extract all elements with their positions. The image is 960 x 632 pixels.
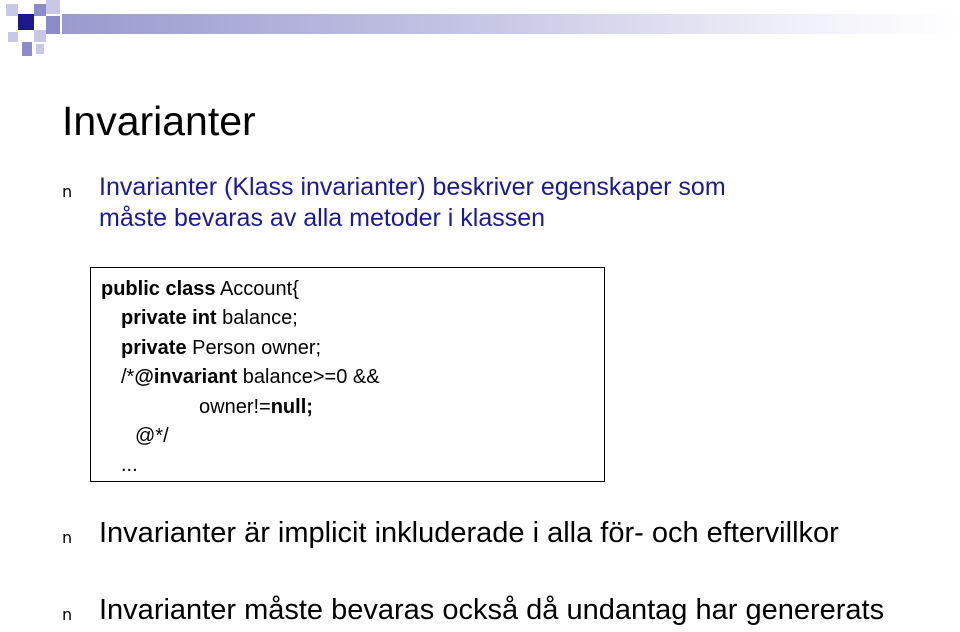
- decor-square: [46, 0, 60, 14]
- code-line: [121, 363, 380, 393]
- decor-square: [8, 32, 18, 42]
- code-keyword: null;: [270, 396, 313, 418]
- code-text: owner!=: [199, 396, 271, 418]
- code-text: Account{: [215, 278, 299, 300]
- code-text: ...: [121, 454, 138, 476]
- bullet-line: Invarianter (Klass invarianter) beskriver egenskaper som: [99, 173, 726, 201]
- bullet-marker: n: [62, 528, 73, 547]
- bullet-invariant-implicit: Invarianter är implicit inkluderade i alla för- och eftervillkor: [99, 517, 839, 549]
- code-text: balance;: [216, 307, 298, 329]
- decor-square: [22, 42, 32, 56]
- decor-square: [36, 44, 44, 54]
- bullet-invariant-exceptions: Invarianter måste bevaras också då undantag har genererats: [99, 594, 885, 626]
- bullet-line: måste bevaras av alla metoder i klassen: [99, 204, 546, 232]
- code-example-box: [90, 267, 605, 482]
- code-keyword: private int: [121, 307, 217, 329]
- slide-header-decoration: [0, 0, 960, 60]
- bullet-invariant-definition: [99, 172, 726, 234]
- code-line: [135, 422, 169, 452]
- code-keyword: @invariant: [134, 366, 238, 388]
- code-line: [121, 334, 321, 364]
- bullet-marker: n: [62, 182, 73, 201]
- decor-square: [6, 4, 18, 16]
- bullet-marker: n: [62, 605, 73, 624]
- code-text: Person owner;: [186, 337, 322, 359]
- code-line: [121, 304, 298, 334]
- code-line: [121, 451, 138, 481]
- slide-title: Invarianter: [62, 98, 256, 144]
- code-line: [199, 393, 313, 423]
- code-keyword: public class: [101, 278, 216, 300]
- header-gradient-bar: [62, 14, 960, 34]
- decor-square: [34, 30, 46, 42]
- code-keyword: private: [121, 337, 187, 359]
- code-text: @*/: [135, 425, 169, 447]
- decor-square: [18, 14, 34, 30]
- code-text: balance>=0 &&: [237, 366, 380, 388]
- decor-square: [46, 16, 60, 34]
- code-line: [101, 275, 299, 305]
- code-text: /*: [121, 366, 135, 388]
- decor-square: [34, 4, 46, 16]
